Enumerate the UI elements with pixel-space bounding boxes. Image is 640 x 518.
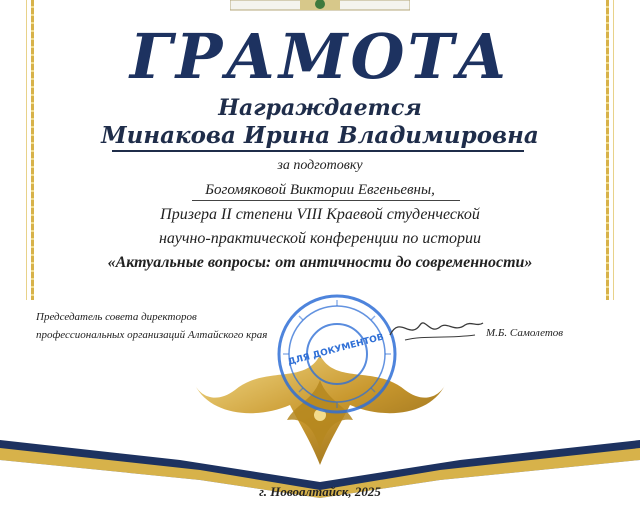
prize-line-2: научно-практической конференции по истории: [158, 230, 482, 247]
recipient-underline: [112, 150, 524, 152]
prize-line-1: Призера II степени VIII Краевой студенческой: [160, 206, 480, 223]
for-label: за подготовку: [277, 158, 363, 173]
signer-name: М.Б. Самолетов: [486, 327, 564, 339]
prize-line-3: «Актуальные вопросы: от античности до современности»: [107, 254, 533, 271]
student-name: Богомяковой Виктории Евгеньевны,: [205, 182, 435, 198]
awarded-label: Награждается: [218, 95, 422, 121]
signer-title: [36, 308, 267, 344]
stamp-text: ДЛЯ ДОКУМЕНТОВ: [286, 332, 385, 368]
certificate-title: ГРАМОТА: [129, 20, 511, 93]
signature: [385, 305, 485, 350]
footer-place-year: г. Новоалтайск, 2025: [259, 484, 381, 499]
student-underline: [192, 200, 460, 201]
signer-title-line2: профессиональных организаций Алтайского края: [36, 329, 268, 341]
signer-title-line1: Председатель совета директоров: [36, 311, 197, 323]
bottom-band: [0, 420, 640, 518]
recipient-name: Минакова Ирина Владимировна: [101, 122, 539, 149]
top-emblem: [230, 0, 410, 12]
official-stamp: [275, 292, 400, 417]
